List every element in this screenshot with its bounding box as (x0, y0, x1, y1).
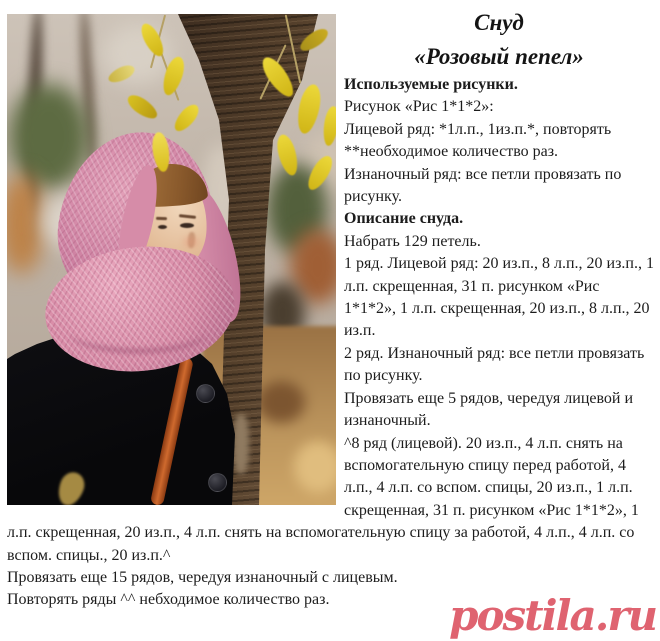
row-instruction: Провязать еще 5 рядов, чередуя лицевой и изнаночный. (344, 389, 634, 430)
photo-woman-pink-snood (7, 14, 336, 505)
page-subtitle: «Розовый пепел» (414, 44, 584, 69)
page-title: Снуд (474, 10, 524, 35)
bark-patch (233, 414, 249, 474)
patterns-heading: Используемые рисунки. (344, 76, 518, 93)
row-instruction: Провязать еще 15 рядов, чередуя изнаночный с лицевым. (7, 568, 398, 586)
description-heading: Описание снуда. (344, 210, 464, 228)
cowl-fold-shadow (69, 310, 207, 354)
pattern-line: Лицевой ряд: *1л.п., 1из.п.*, повторять **необходимое количество раз. (344, 120, 612, 161)
pattern-line: Рисунок «Рис 1*1*2»: (344, 98, 494, 116)
coat-button (208, 473, 227, 492)
cheek-blush (183, 236, 199, 248)
eye (158, 225, 167, 229)
cast-on-line: Набрать 129 петель. (344, 232, 481, 250)
ground-highlight (294, 441, 336, 493)
eyebrow (156, 217, 167, 220)
postila-watermark: postila.ru (449, 590, 656, 640)
row-instruction: 1 ряд. Лицевой ряд: 20 из.п., 8 л.п., 20 из.п., 1 л.п. скрещенная, 31 п. рисунком «Рис 1*1*2», 1 л.п. скрещенная, 20 из.п., 8 л.п., 20 из.п. (344, 255, 654, 340)
ground-shadow (257, 381, 305, 423)
row-instruction: ^8 ряд (лицевой). 20 из.п., 4 л.п. снять на вспомогательную спицу перед работой, 4 л.п., 4 л.п. со вспом. спицы, 20 из.п., 1 л.п. скрещенная, 31 п. рисунком «Рис 1*1*2», 1 л.п. скрещенная, 20 из.п., 4 л.п. снять на вспомогательную спицу за работой, 4 л.п., 4 л.п. со вспом. спицы., 20 из.п.^ (7, 434, 639, 564)
row-instruction: Повторять ряды ^^ небходимое количество раз. (7, 591, 330, 609)
row-instruction: 2 ряд. Изнаночный ряд: все петли провязать по рисунку. (344, 344, 645, 385)
coat-button (196, 384, 215, 403)
eye (180, 223, 194, 228)
pattern-line: Изнаночный ряд: все петли провязать по рисунку. (344, 165, 622, 206)
